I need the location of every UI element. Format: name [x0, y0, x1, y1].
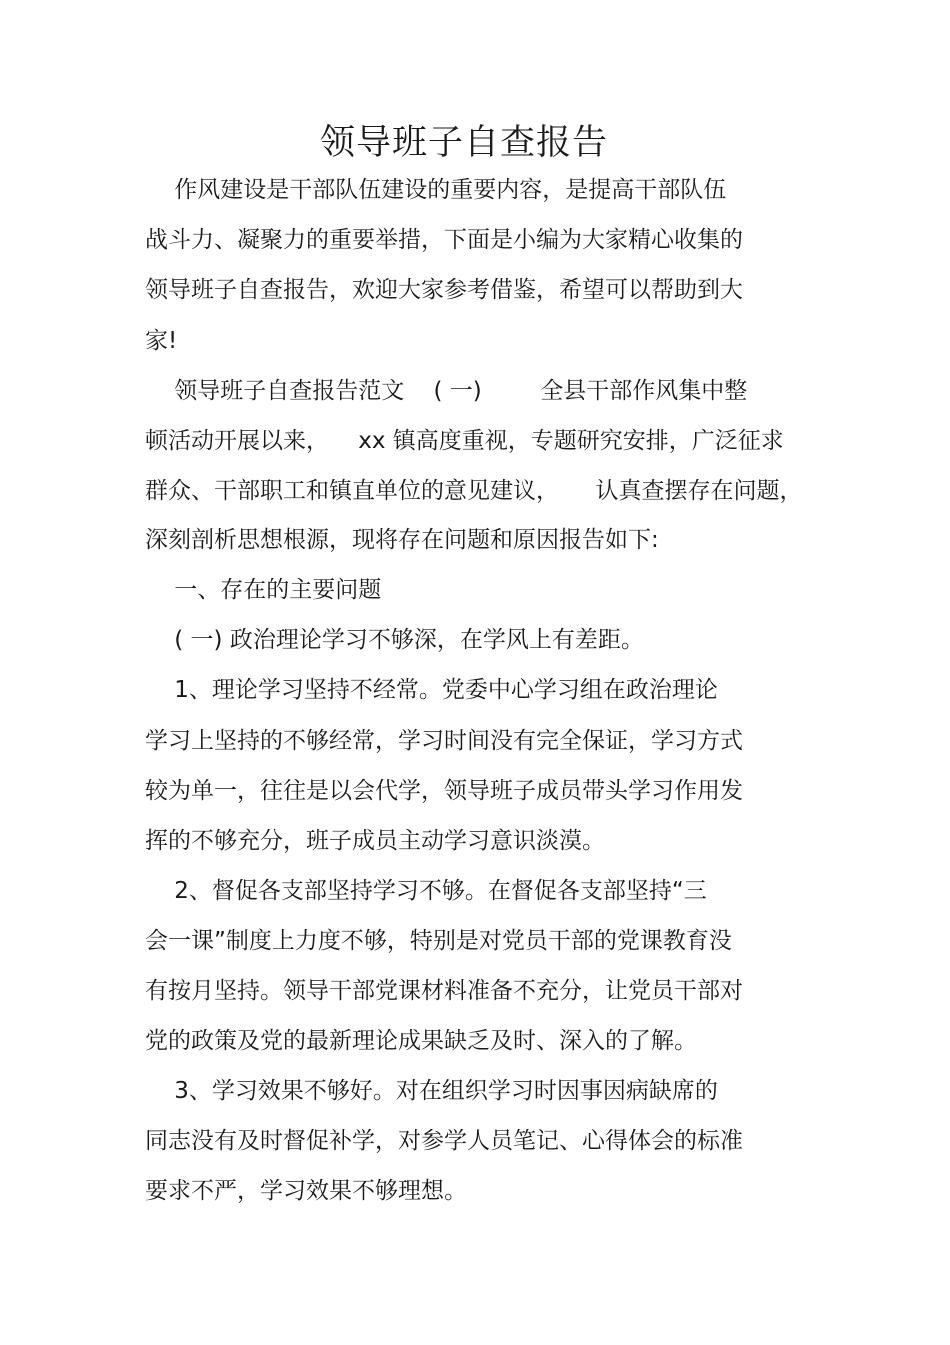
text-line: 群众、干部职工和镇直单位的意见建议， 认真查摆存在问题，: [145, 478, 803, 504]
text-line: 会一课”制度上力度不够，特别是对党员干部的党课教育没: [145, 928, 732, 954]
subsection-heading: ( 一) 政治理论学习不够深，在学风上有差距。: [145, 627, 644, 653]
text-line: 较为单一，往往是以会代学，领导班子成员带头学习作用发: [145, 778, 743, 804]
text-line: 1、理论学习坚持不经常。党委中心学习组在政治理论: [145, 677, 718, 703]
text-line: 同志没有及时督促补学，对参学人员笔记、心得体会的标准: [145, 1128, 743, 1154]
text-line: 要求不严，学习效果不够理想。: [145, 1178, 467, 1204]
text-line: 家!: [145, 328, 178, 354]
text-line: 党的政策及党的最新理论成果缺乏及时、深入的了解。: [145, 1028, 697, 1054]
text-line: 学习上坚持的不够经常，学习时间没有完全保证，学习方式: [145, 728, 743, 754]
text-line: 领导班子自查报告，欢迎大家参考借鉴，希望可以帮助到大: [145, 277, 743, 303]
text-line: 深刻剖析思想根源，现将存在问题和原因报告如下:: [145, 527, 659, 553]
text-line: 作风建设是干部队伍建设的重要内容，是提高干部队伍: [145, 177, 727, 203]
document-title: 领导班子自查报告: [319, 123, 608, 163]
text-line: 战斗力、凝聚力的重要举措，下面是小编为大家精心收集的: [145, 227, 743, 253]
text-line: 有按月坚持。领导干部党课材料准备不充分，让党员干部对: [145, 978, 743, 1004]
text-line: 领导班子自查报告范文 ( 一) 全县干部作风集中整: [145, 378, 748, 404]
text-line: 2、督促各支部坚持学习不够。在督促各支部坚持“三: [145, 878, 707, 904]
text-line: 挥的不够充分，班子成员主动学习意识淡漠。: [145, 828, 605, 854]
text-line: 顿活动开展以来， xx 镇高度重视，专题研究安排，广泛征求: [145, 428, 784, 454]
text-line: 3、学习效果不够好。对在组织学习时因事因病缺席的: [145, 1078, 718, 1104]
section-heading: 一、存在的主要问题: [145, 577, 382, 603]
